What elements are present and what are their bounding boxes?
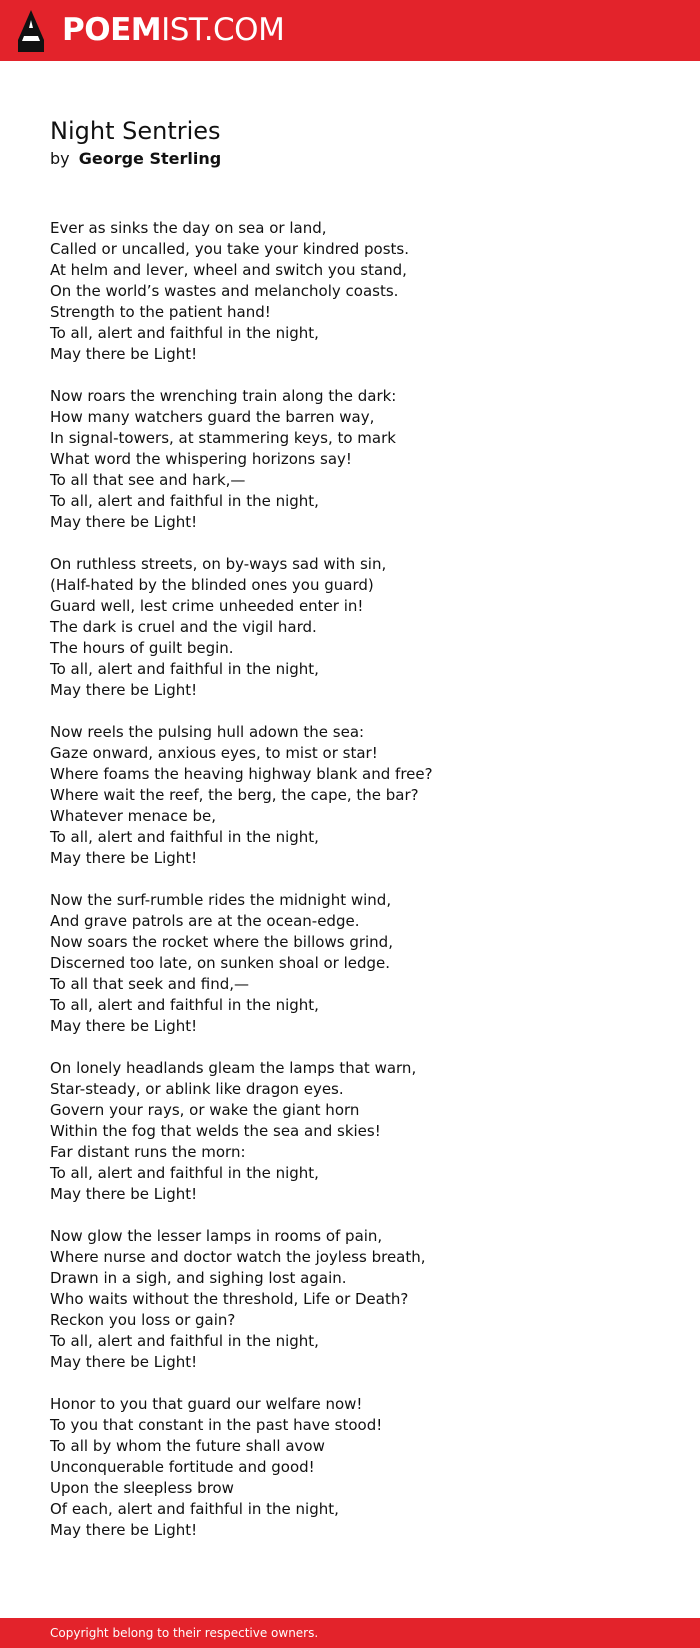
poem-line: Now glow the lesser lamps in rooms of pain,	[50, 1227, 383, 1245]
site-logo[interactable]	[62, 11, 284, 49]
poem-line: And grave patrols are at the ocean-edge.	[50, 912, 360, 930]
poem-line: Now the surf-rumble rides the midnight wind,	[50, 891, 392, 909]
poem-line: May there be Light!	[50, 1017, 198, 1035]
poem-line: To all by whom the future shall avow	[50, 1437, 325, 1455]
poem-line: Drawn in a sigh, and sighing lost again.	[50, 1269, 347, 1287]
poem-line: On ruthless streets, on by-ways sad with sin,	[50, 555, 387, 573]
stanza	[50, 554, 650, 701]
poem-line: To all, alert and faithful in the night,	[50, 1164, 319, 1182]
poem-line: Far distant runs the morn:	[50, 1143, 246, 1161]
poem-line: Govern your rays, or wake the giant horn	[50, 1101, 360, 1119]
poem-line: Where foams the heaving highway blank and free?	[50, 765, 433, 783]
poem-line: Now reels the pulsing hull adown the sea:	[50, 723, 365, 741]
poem-line: Now soars the rocket where the billows grind,	[50, 933, 393, 951]
poem-line: How many watchers guard the barren way,	[50, 408, 375, 426]
by-label: by	[50, 149, 70, 168]
poem-line: Of each, alert and faithful in the night,	[50, 1500, 339, 1518]
poem-line: To all, alert and faithful in the night,	[50, 324, 319, 342]
poem-line: (Half-hated by the blinded ones you guard)	[50, 576, 374, 594]
poem-line: Now roars the wrenching train along the dark:	[50, 387, 397, 405]
copyright-text: Copyright belong to their respective owners.	[50, 1626, 319, 1640]
poem-line: Whatever menace be,	[50, 807, 216, 825]
poem-line: May there be Light!	[50, 1185, 198, 1203]
site-footer	[0, 1618, 700, 1648]
stanza	[50, 218, 650, 365]
poem-line: To all, alert and faithful in the night,	[50, 492, 319, 510]
poem-line: Guard well, lest crime unheeded enter in!	[50, 597, 364, 615]
poem-line: The hours of guilt begin.	[50, 639, 234, 657]
stanza	[50, 386, 650, 533]
poem-line: In signal-towers, at stammering keys, to mark	[50, 429, 396, 447]
poem-line: May there be Light!	[50, 849, 198, 867]
stanza	[50, 1058, 650, 1205]
poem-line: What word the whispering horizons say!	[50, 450, 352, 468]
poem-line: May there be Light!	[50, 513, 198, 531]
poem-line: The dark is cruel and the vigil hard.	[50, 618, 317, 636]
poem-line: On the world’s wastes and melancholy coasts.	[50, 282, 399, 300]
poem-line: To all, alert and faithful in the night,	[50, 660, 319, 678]
poem-line: To you that constant in the past have stood!	[50, 1416, 383, 1434]
stanza	[50, 722, 650, 869]
poem-line: To all, alert and faithful in the night,	[50, 1332, 319, 1350]
poem-body	[50, 218, 650, 1562]
poem-line: Discerned too late, on sunken shoal or ledge.	[50, 954, 391, 972]
poem-line: At helm and lever, wheel and switch you stand,	[50, 261, 407, 279]
poem-line: Ever as sinks the day on sea or land,	[50, 219, 327, 237]
poem-line: Strength to the patient hand!	[50, 303, 271, 321]
poem-title: Night Sentries	[50, 117, 221, 145]
pencil-logo-icon[interactable]	[18, 10, 44, 52]
poem-line: Honor to you that guard our welfare now!	[50, 1395, 363, 1413]
stanza	[50, 1394, 650, 1541]
stanza	[50, 890, 650, 1037]
author-name[interactable]: George Sterling	[78, 149, 222, 168]
poem-line: Gaze onward, anxious eyes, to mist or star!	[50, 744, 378, 762]
poem-line: Unconquerable fortitude and good!	[50, 1458, 315, 1476]
poem-line: To all that seek and find,—	[50, 975, 250, 993]
stanza	[50, 1226, 650, 1373]
poem-line: Who waits without the threshold, Life or Death?	[50, 1290, 409, 1308]
poem-line: Within the fog that welds the sea and skies!	[50, 1122, 381, 1140]
poem-line: To all that see and hark,—	[50, 471, 246, 489]
poem-line: May there be Light!	[50, 681, 198, 699]
logo-text-light: IST.COM	[161, 12, 285, 48]
logo-text-bold: POEM	[62, 12, 162, 48]
poem-line: Called or uncalled, you take your kindred posts.	[50, 240, 409, 258]
poem-line: Where nurse and doctor watch the joyless breath,	[50, 1248, 426, 1266]
byline	[50, 147, 221, 171]
poem-line: May there be Light!	[50, 1353, 198, 1371]
poem-line: Where wait the reef, the berg, the cape, the bar?	[50, 786, 419, 804]
poem-line: To all, alert and faithful in the night,	[50, 828, 319, 846]
poem-line: Star-steady, or ablink like dragon eyes.	[50, 1080, 344, 1098]
site-header	[0, 0, 700, 61]
poem-line: Reckon you loss or gain?	[50, 1311, 236, 1329]
poem-line: May there be Light!	[50, 345, 198, 363]
poem-line: May there be Light!	[50, 1521, 198, 1539]
poem-line: Upon the sleepless brow	[50, 1479, 234, 1497]
poem-line: On lonely headlands gleam the lamps that warn,	[50, 1059, 417, 1077]
poem-line: To all, alert and faithful in the night,	[50, 996, 319, 1014]
